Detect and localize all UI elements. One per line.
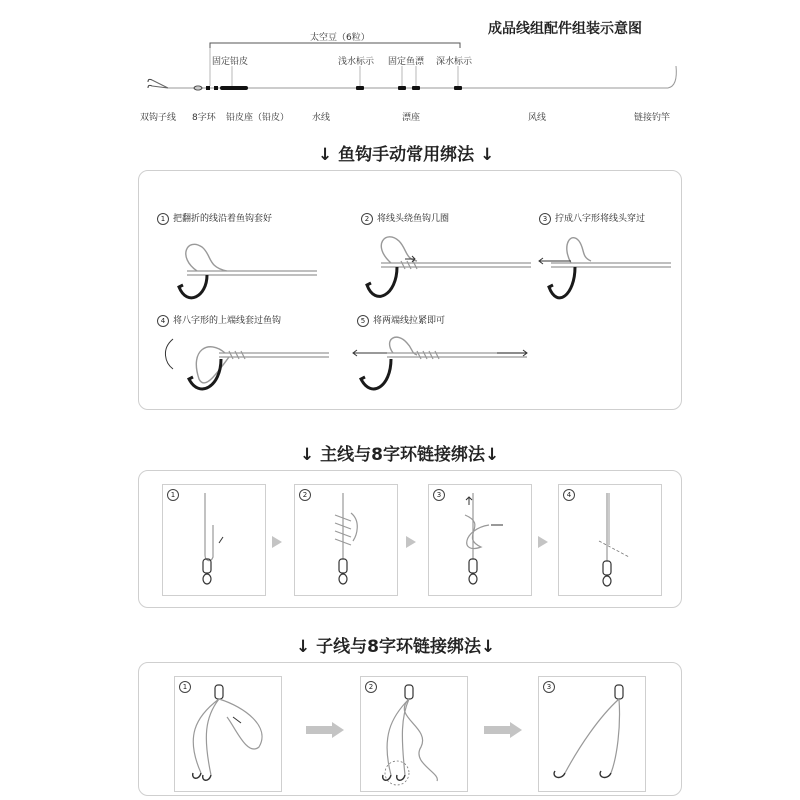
label-shallow-marker: 浅水标示 bbox=[338, 57, 375, 67]
swivel-icon bbox=[295, 485, 395, 595]
hook-step-2 bbox=[361, 211, 449, 225]
label-deep-marker: 深水标示 bbox=[436, 57, 473, 67]
hook-icon bbox=[361, 225, 531, 305]
step-text: 拧成八字形将线头穿过 bbox=[555, 214, 646, 224]
section-leader-line-title: ↓ 子线与8字环链接绑法↓ bbox=[296, 637, 496, 657]
main-line-step-4 bbox=[558, 484, 662, 596]
diagram-title: 成品线组配件组装示意图 bbox=[488, 21, 642, 37]
label-rod-connect: 链接钓竿 bbox=[634, 113, 671, 123]
label-float-seat: 漂座 bbox=[402, 113, 421, 123]
hook-step-1 bbox=[157, 211, 272, 225]
hook-icon bbox=[531, 225, 671, 305]
hook-knot-panel bbox=[138, 170, 682, 410]
hook-step-4 bbox=[157, 313, 281, 327]
leader-step-3 bbox=[538, 676, 646, 792]
label-main-line: 水线 bbox=[312, 113, 331, 123]
double-hook-icon bbox=[361, 677, 467, 791]
arrow-right-icon bbox=[272, 536, 282, 548]
swivel-icon bbox=[429, 485, 529, 595]
step-number: 3 bbox=[543, 681, 555, 693]
step-text: 将两端线拉紧即可 bbox=[373, 316, 446, 326]
step-text: 将八字形的上端线套过鱼钩 bbox=[173, 316, 282, 326]
step-number: 1 bbox=[157, 213, 169, 225]
step-number: 4 bbox=[157, 315, 169, 327]
label-fixed-float: 固定鱼漂 bbox=[388, 57, 425, 67]
arrow-right-icon bbox=[538, 536, 548, 548]
label-space-beans: 太空豆（6粒） bbox=[310, 33, 370, 43]
step-number: 3 bbox=[539, 213, 551, 225]
hook-step-5 bbox=[357, 313, 445, 327]
hook-icon bbox=[347, 329, 537, 399]
hook-icon bbox=[167, 227, 327, 307]
label-swivel: 8字环 bbox=[192, 113, 216, 123]
step-text: 把翻折的线沿着鱼钩套好 bbox=[173, 214, 273, 224]
step-number: 4 bbox=[563, 489, 575, 501]
section-hook-knot-title: ↓ 鱼钩手动常用绑法 ↓ bbox=[318, 145, 495, 165]
step-number: 3 bbox=[433, 489, 445, 501]
step-number: 1 bbox=[167, 489, 179, 501]
section-main-line-title: ↓ 主线与8字环链接绑法↓ bbox=[300, 445, 500, 465]
arrow-right-icon bbox=[332, 722, 344, 738]
step-number: 1 bbox=[179, 681, 191, 693]
main-line-step-3 bbox=[428, 484, 532, 596]
label-wind-line: 风线 bbox=[528, 113, 547, 123]
step-number: 5 bbox=[357, 315, 369, 327]
main-line-step-1 bbox=[162, 484, 266, 596]
label-lead-seat: 铅皮座（铅皮） bbox=[226, 113, 290, 123]
arrow-right-icon bbox=[306, 726, 332, 734]
label-double-hook-line: 双钩子线 bbox=[140, 113, 177, 123]
hook-icon bbox=[159, 329, 339, 399]
step-number: 2 bbox=[299, 489, 311, 501]
swivel-icon bbox=[559, 485, 659, 595]
main-line-step-2 bbox=[294, 484, 398, 596]
step-text: 将线头绕鱼钩几圈 bbox=[377, 214, 450, 224]
double-hook-icon bbox=[175, 677, 281, 791]
step-number: 2 bbox=[361, 213, 373, 225]
arrow-right-icon bbox=[484, 726, 510, 734]
swivel-icon bbox=[163, 485, 263, 595]
double-hook-icon bbox=[539, 677, 645, 791]
arrow-right-icon bbox=[510, 722, 522, 738]
leader-step-2 bbox=[360, 676, 468, 792]
arrow-right-icon bbox=[406, 536, 416, 548]
step-number: 2 bbox=[365, 681, 377, 693]
hook-step-3 bbox=[539, 211, 645, 225]
label-fixed-lead: 固定铅皮 bbox=[212, 57, 249, 67]
leader-step-1 bbox=[174, 676, 282, 792]
